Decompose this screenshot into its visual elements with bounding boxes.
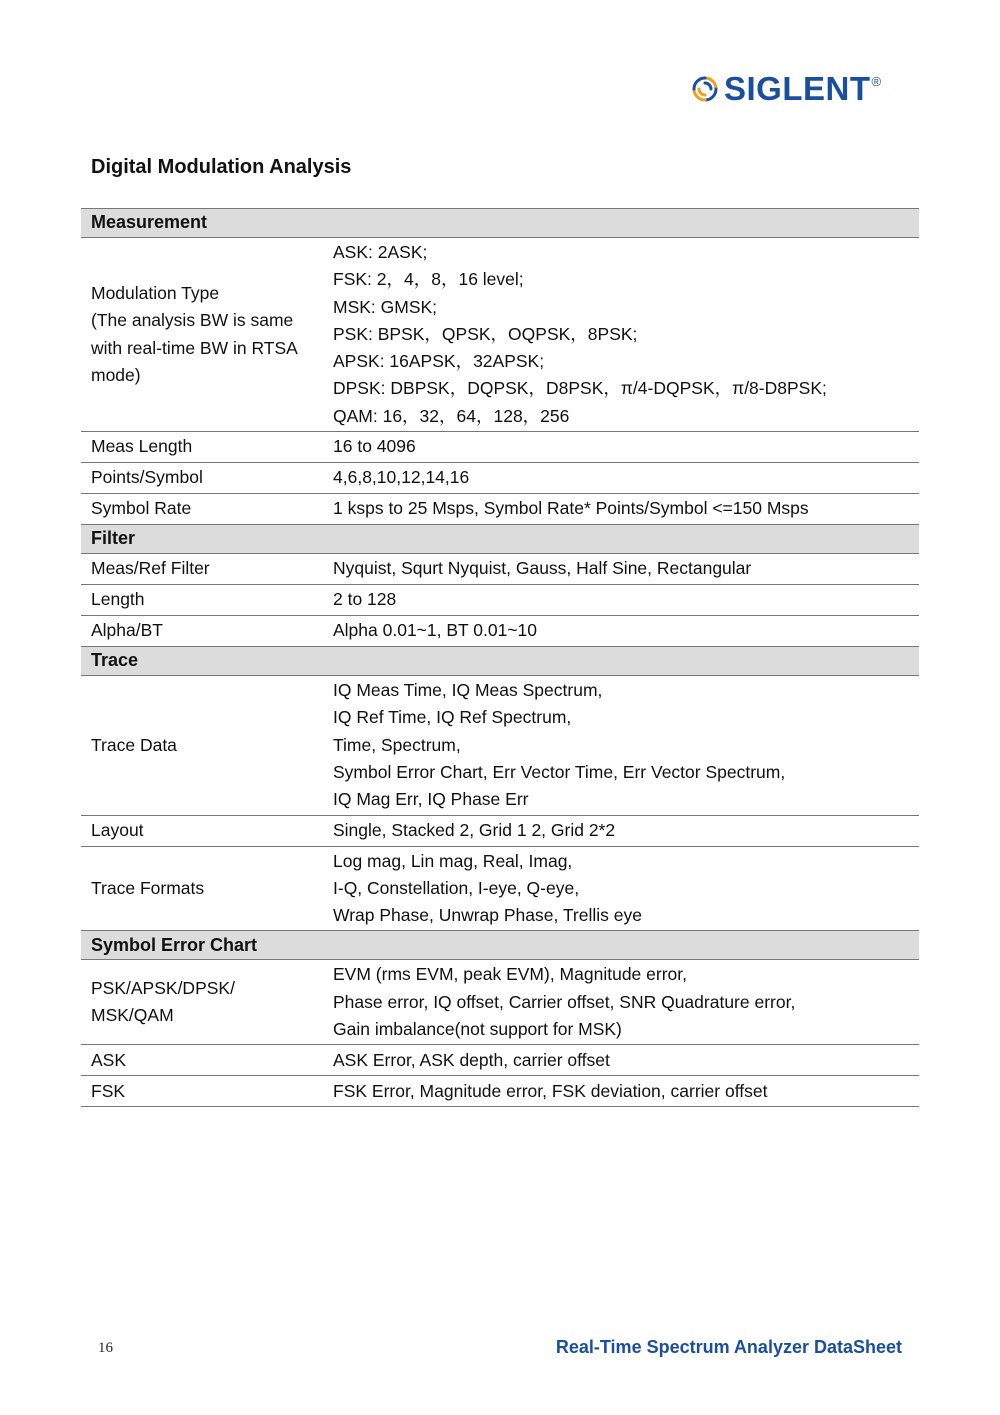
siglent-swirl-icon (690, 74, 720, 104)
spec-label: Modulation Type (91, 282, 220, 303)
spec-row (81, 585, 919, 616)
section-title: Measurement (81, 209, 919, 238)
spec-value: Nyquist, Squrt Nyquist, Gauss, Half Sine, Rectangular (333, 558, 752, 579)
spec-value: PSK: BPSK，QPSK，OQPSK，8PSK; (333, 323, 638, 344)
spec-value-cell (323, 1076, 919, 1107)
spec-row (81, 463, 919, 494)
spec-label: Alpha/BT (91, 620, 163, 641)
brand-name: SIGLENT (724, 70, 871, 107)
spec-value: FSK Error, Magnitude error, FSK deviation, carrier offset (333, 1080, 768, 1101)
spec-value-cell (323, 463, 919, 494)
spec-row (81, 1045, 919, 1076)
spec-label-cell (81, 815, 323, 846)
section-header-row (81, 931, 919, 960)
spec-value: 16 to 4096 (333, 436, 416, 457)
spec-label-cell (81, 1076, 323, 1107)
spec-label-cell (81, 960, 323, 1045)
spec-value: Alpha 0.01~1, BT 0.01~10 (333, 620, 538, 641)
spec-label: Layout (91, 819, 144, 840)
spec-value: Symbol Error Chart, Err Vector Time, Err Vector Spectrum, (333, 761, 786, 782)
section-header-row (81, 209, 919, 238)
spec-label: FSK (91, 1080, 126, 1101)
spec-value-cell (323, 494, 919, 525)
spec-row (81, 616, 919, 647)
section-header-row (81, 525, 919, 554)
spec-label: mode) (91, 364, 141, 385)
registered-mark: ® (871, 74, 882, 89)
spec-label: Length (91, 589, 145, 610)
spec-label-cell (81, 676, 323, 815)
spec-value: ASK: 2ASK; (333, 242, 428, 262)
spec-row (81, 960, 919, 1045)
section-header-row (81, 647, 919, 676)
spec-row (81, 1076, 919, 1107)
spec-value-cell (323, 960, 919, 1045)
spec-value: 1 ksps to 25 Msps, Symbol Rate* Points/Symbol <=150 Msps (333, 498, 809, 519)
spec-value: EVM (rms EVM, peak EVM), Magnitude error, (333, 964, 687, 985)
spec-row (81, 238, 919, 432)
spec-label: MSK/QAM (91, 1005, 174, 1026)
spec-value: ASK Error, ASK depth, carrier offset (333, 1049, 610, 1070)
spec-row (81, 676, 919, 815)
spec-value: Single, Stacked 2, Grid 1 2, Grid 2*2 (333, 819, 616, 840)
spec-row (81, 846, 919, 931)
spec-value-cell (323, 554, 919, 585)
spec-value: Wrap Phase, Unwrap Phase, Trellis eye (333, 905, 642, 926)
spec-row (81, 432, 919, 463)
spec-value: I-Q, Constellation, I-eye, Q-eye, (333, 877, 580, 898)
spec-label: ASK (91, 1049, 127, 1070)
spec-label-cell (81, 494, 323, 525)
spec-value-cell (323, 432, 919, 463)
spec-value-cell (323, 1045, 919, 1076)
spec-value: Log mag, Lin mag, Real, Imag, (333, 850, 573, 871)
spec-label-cell (81, 432, 323, 463)
spec-label-cell (81, 238, 323, 432)
spec-value-cell (323, 616, 919, 647)
spec-value-cell (323, 815, 919, 846)
spec-value: APSK: 16APSK，32APSK; (333, 351, 545, 372)
spec-label: Meas/Ref Filter (91, 558, 210, 579)
spec-value: Gain imbalance(not support for MSK) (333, 1019, 622, 1040)
spec-label-cell (81, 1045, 323, 1076)
spec-label: PSK/APSK/DPSK/ (91, 978, 235, 999)
spec-value: IQ Ref Time, IQ Ref Spectrum, (333, 707, 572, 728)
spec-label-cell (81, 846, 323, 931)
page-number: 16 (98, 1340, 113, 1356)
spec-label-cell (81, 554, 323, 585)
spec-label-cell (81, 616, 323, 647)
spec-label: with real-time BW in RTSA (91, 337, 298, 358)
spec-value: 2 to 128 (333, 589, 397, 610)
spec-value-cell (323, 238, 919, 432)
spec-value: QAM: 16，32，64，128，256 (333, 405, 570, 426)
spec-value: 4,6,8,10,12,14,16 (333, 467, 470, 488)
section-title: Trace (81, 647, 919, 676)
spec-label: (The analysis BW is same (91, 310, 294, 331)
spec-label-cell (81, 463, 323, 494)
spec-value: MSK: GMSK; (333, 296, 438, 317)
spec-value-cell (323, 585, 919, 616)
spec-value: DPSK: DBPSK，DQPSK，D8PSK，π/4-DQPSK，π/8-D8PSK; (333, 378, 827, 399)
spec-row (81, 815, 919, 846)
spec-value: FSK: 2，4，8，16 level; (333, 269, 524, 290)
spec-row (81, 554, 919, 585)
spec-label: Trace Data (91, 734, 177, 755)
page-title: Digital Modulation Analysis (91, 156, 352, 178)
spec-value: Time, Spectrum, (333, 734, 461, 755)
spec-value-cell (323, 846, 919, 931)
spec-label: Trace Formats (91, 877, 205, 898)
spec-label: Meas Length (91, 436, 193, 457)
spec-value: IQ Mag Err, IQ Phase Err (333, 789, 529, 810)
spec-value: IQ Meas Time, IQ Meas Spectrum, (333, 680, 603, 701)
section-title: Filter (81, 525, 919, 554)
footer-doc-title: Real-Time Spectrum Analyzer DataSheet (555, 1337, 902, 1357)
siglent-logo (690, 72, 881, 105)
spec-label-cell (81, 585, 323, 616)
spec-table (81, 208, 919, 1107)
section-title: Symbol Error Chart (81, 931, 919, 960)
spec-value-cell (323, 676, 919, 815)
spec-label: Symbol Rate (91, 498, 192, 519)
spec-label: Points/Symbol (91, 467, 203, 488)
spec-row (81, 494, 919, 525)
spec-value: Phase error, IQ offset, Carrier offset, SNR Quadrature error, (333, 991, 796, 1012)
